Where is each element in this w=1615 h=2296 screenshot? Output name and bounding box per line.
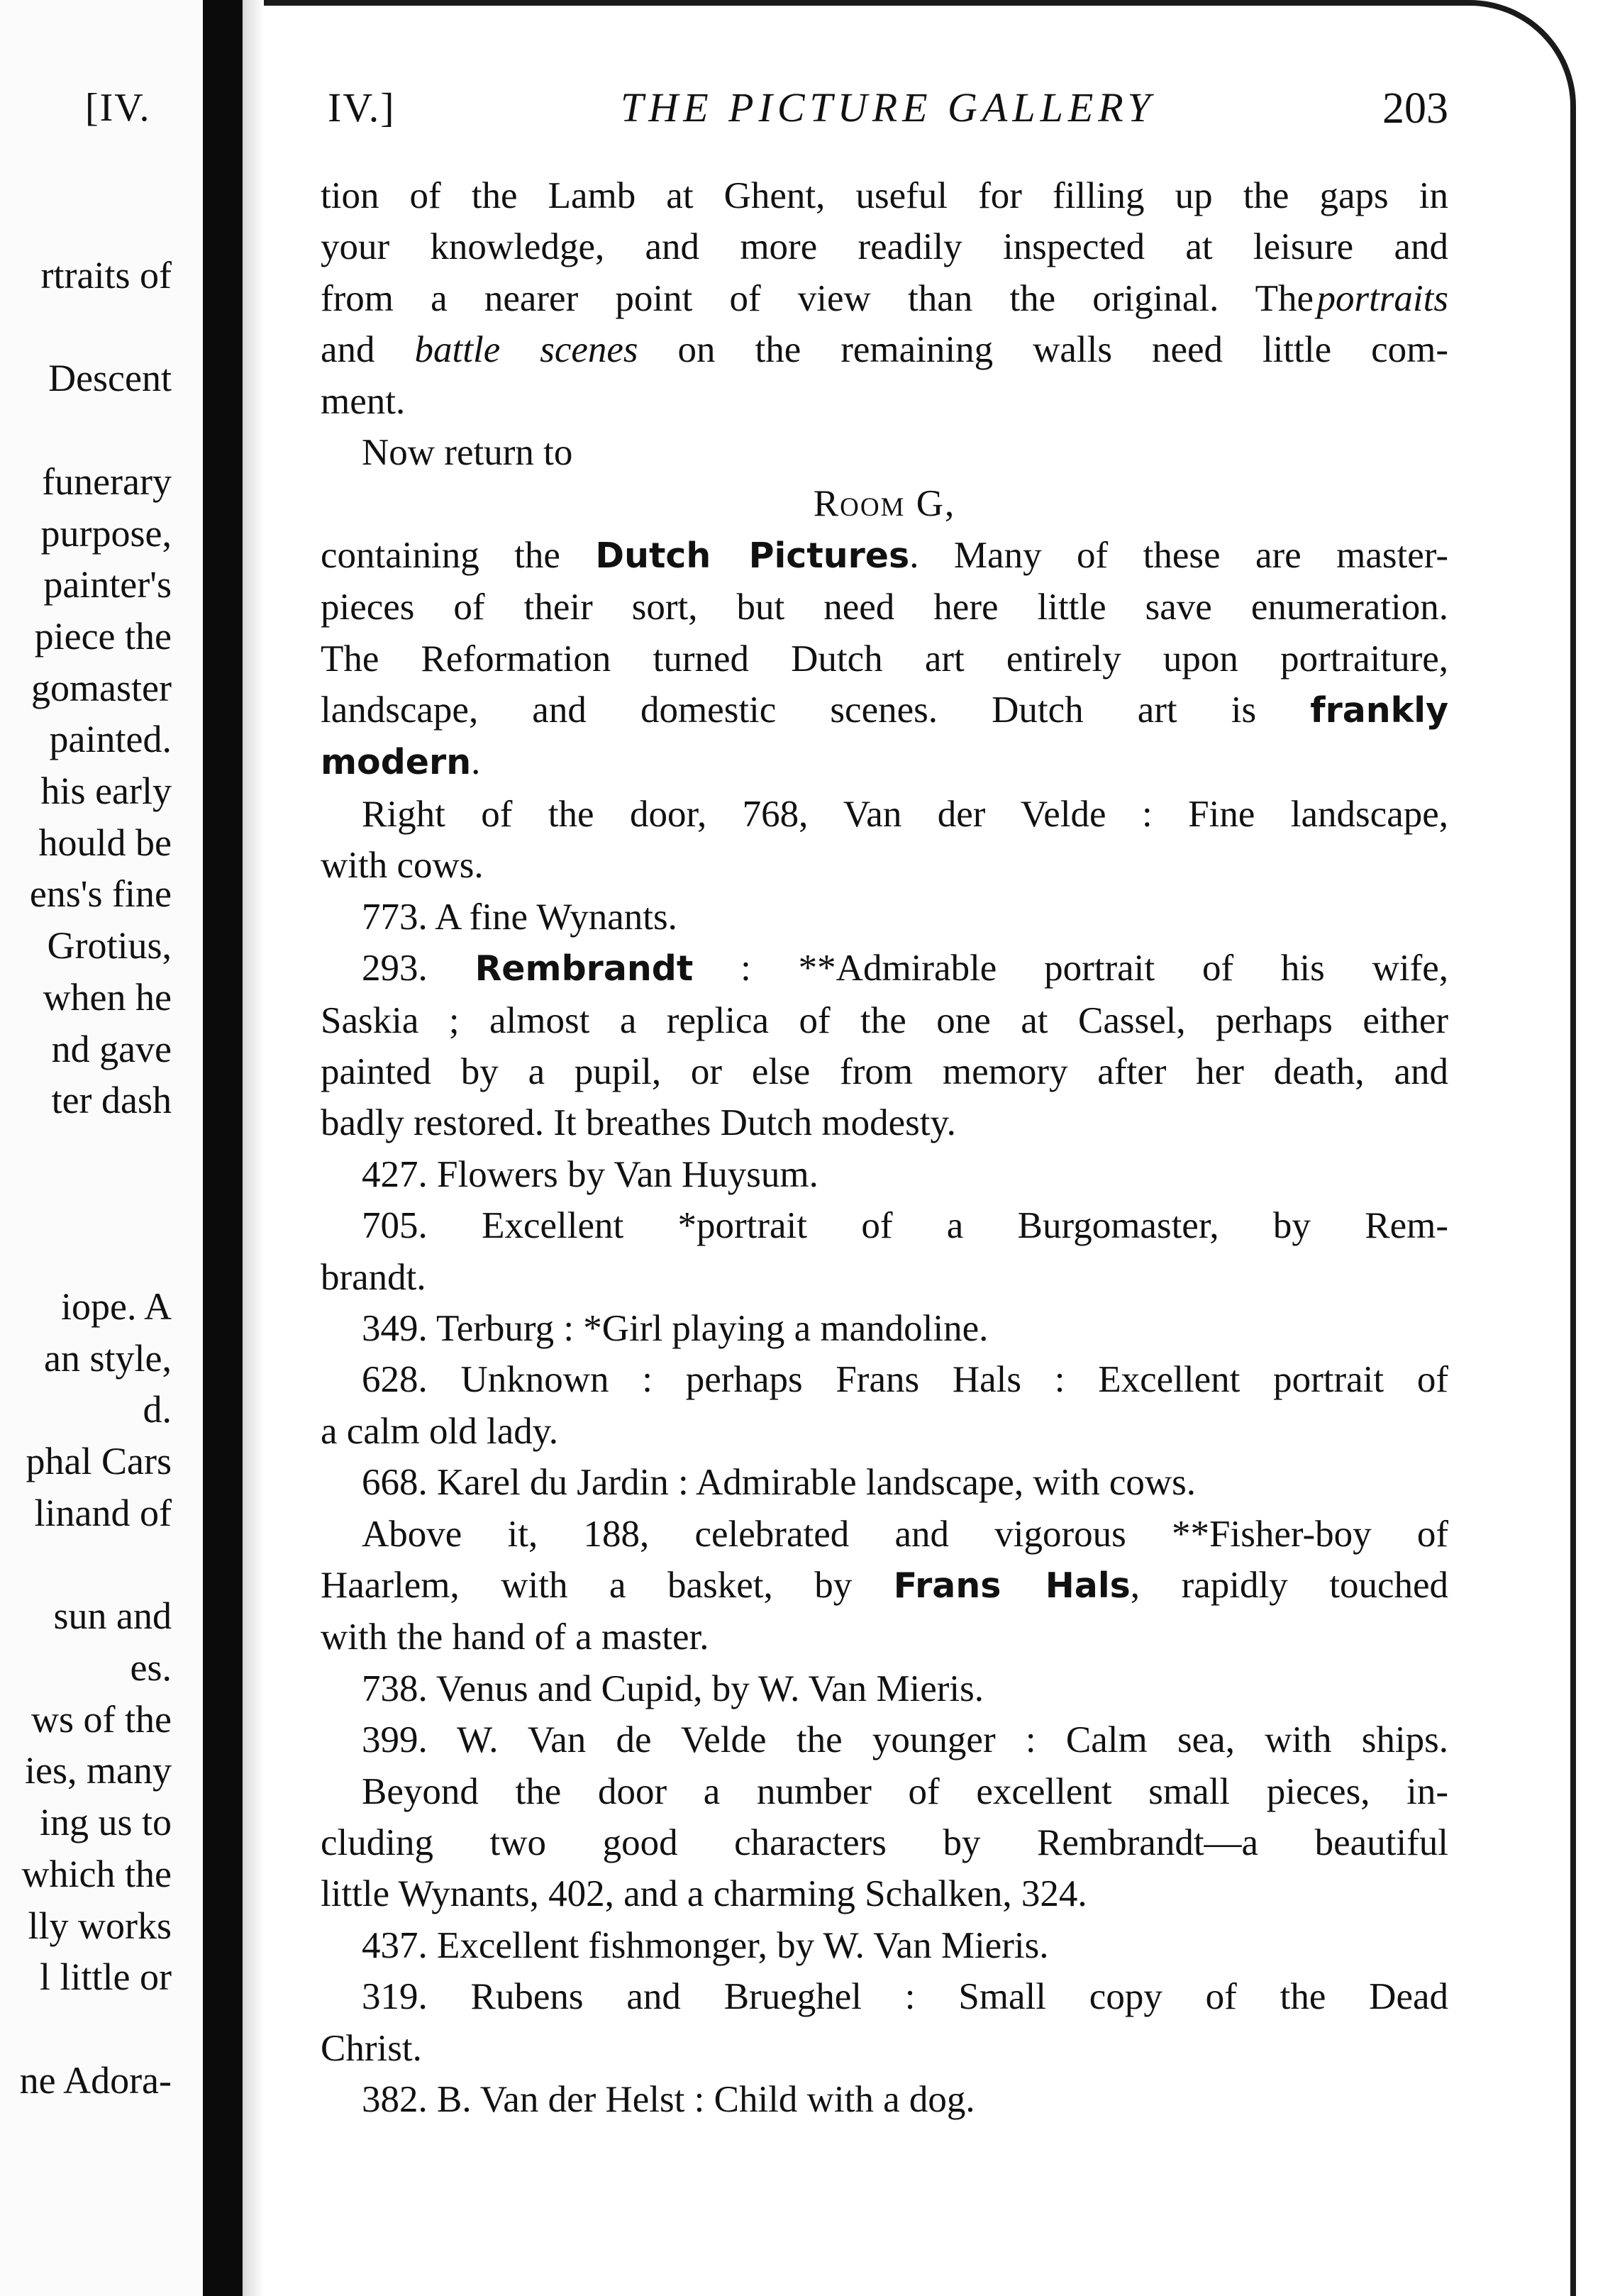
text-line: Christ. [321, 2027, 422, 2069]
text-line: containing the Dutch Pictures. Many of these are master- [321, 534, 1448, 576]
left-page-line: rtraits of [40, 254, 172, 296]
text-line: ment. [321, 380, 406, 422]
left-page-line: lly works [28, 1904, 172, 1947]
left-page-line: nd gave [51, 1027, 172, 1070]
left-page-line: painted. [49, 718, 172, 761]
text-line: 705. Excellent *portrait of a Burgomaster, by Rem- [362, 1205, 1448, 1247]
bold-term: Rembrandt [474, 948, 694, 989]
text-line: painted by a pupil, or else from memory after her death, and [321, 1050, 1448, 1092]
text-line: Right of the door, 768, Van der Velde : Fine landscape, [362, 793, 1448, 835]
text-line: little Wynants, 402, and a charming Schalken, 324. [321, 1873, 1087, 1915]
left-page-line: Descent [48, 357, 172, 400]
text-line: The Reformation turned Dutch art entirely upon portraiture, [321, 638, 1448, 680]
left-page-line: ens's fine [29, 872, 172, 916]
left-page-line: ter dash [51, 1079, 172, 1122]
text-line: 628. Unknown : perhaps Frans Hals : Excellent portrait of [362, 1359, 1448, 1401]
text-line: landscape, and domestic scenes. Dutch art is frankly [321, 689, 1448, 731]
left-page-line: gomaster [31, 666, 172, 709]
left-page-line [20, 1539, 172, 1591]
text-line: 668. Karel du Jardin : Admirable landscape, with cows. [362, 1462, 1197, 1504]
left-page-line: ne Adora- [19, 2058, 172, 2102]
text-line: 437. Excellent fishmonger, by W. Van Mieris. [362, 1924, 1049, 1966]
bold-term: Frans Hals [893, 1565, 1131, 1606]
text-line: Saskia ; almost a replica of the one at Cassel, perhaps either [321, 999, 1448, 1041]
text-line: with the hand of a master. [321, 1616, 709, 1658]
room-heading: Room G, [813, 483, 956, 525]
text-line: badly restored. It breathes Dutch modesty. [321, 1102, 956, 1144]
left-page-line [20, 404, 172, 456]
text-line: modern. [321, 741, 481, 783]
left-page-line: sun and [53, 1595, 172, 1638]
text-line: 738. Venus and Cupid, by W. Van Mieris. [362, 1668, 984, 1709]
page-edge [1576, 0, 1615, 2296]
left-page-line: l little or [40, 1956, 172, 1999]
text-line: a calm old lady. [321, 1410, 559, 1452]
left-page-line [20, 1229, 172, 1281]
text-line: 382. B. Van der Helst : Child with a dog. [362, 2079, 975, 2121]
left-page-line: iope. A [61, 1285, 172, 1329]
text-line: pieces of their sort, but need here little save enumeration. [321, 587, 1448, 628]
left-page-line: painter's [43, 563, 172, 606]
left-page-line: an style, [44, 1336, 172, 1380]
book-gutter [203, 0, 243, 2296]
left-page-line: his early [40, 770, 172, 813]
left-page-line: d. [143, 1388, 172, 1431]
text-line: 427. Flowers by Van Huysum. [362, 1153, 818, 1195]
left-page-line: phal Cars [26, 1440, 172, 1483]
text-line: 399. W. Van de Velde the younger : Calm sea, with ships. [362, 1719, 1448, 1761]
text-line: Now return to [362, 432, 573, 474]
text-line: 319. Rubens and Brueghel : Small copy of the Dead [362, 1976, 1448, 2018]
text-line: with cows. [321, 845, 484, 887]
text-line: your knowledge, and more readily inspected at leisure and [321, 226, 1448, 268]
text-line: 773. A fine Wynants. [362, 896, 677, 938]
page-number: 203 [1382, 84, 1448, 133]
left-page-text [20, 250, 172, 2106]
bold-term: modern [321, 742, 472, 783]
left-page-header: [IV. [85, 86, 151, 130]
left-page-line [20, 1178, 172, 1230]
gutter-shadow [243, 0, 264, 2296]
left-page-line: when he [43, 975, 172, 1019]
chapter-marker: IV.] [328, 84, 396, 131]
running-header [328, 84, 1448, 140]
left-page-line [20, 2003, 172, 2055]
text-line: brandt. [321, 1256, 426, 1298]
text-line: 349. Terburg : *Girl playing a mandoline. [362, 1307, 989, 1349]
text-line: Haarlem, with a basket, by Frans Hals, rapidly touched [321, 1564, 1448, 1606]
left-page-line: es. [130, 1646, 172, 1689]
italic-term: battle scenes [414, 329, 638, 371]
text-line: cluding two good characters by Rembrandt—a beautiful [321, 1822, 1448, 1863]
left-page-line [20, 1126, 172, 1178]
left-page-line: funerary [42, 460, 172, 503]
text-line: Above it, 188, celebrated and vigorous **Fisher-boy of [362, 1513, 1448, 1555]
left-page-line: piece the [34, 614, 172, 658]
left-page-line: hould be [38, 821, 172, 864]
italic-term: portraits [1316, 277, 1448, 319]
text-line: from a nearer point of view than the original. The portraits [321, 277, 1448, 319]
bold-term: Dutch Pictures [595, 535, 910, 576]
left-page-line: which the [21, 1852, 172, 1895]
text-line: 293. Rembrandt : **Admirable portrait of his wife, [362, 948, 1448, 989]
left-page-fragment [0, 0, 203, 2296]
bold-term: frankly [1310, 690, 1448, 731]
text-line: tion of the Lamb at Ghent, useful for filling up the gaps in [321, 175, 1448, 216]
text-line: and battle scenes on the remaining walls need little com- [321, 329, 1448, 371]
page-body [321, 170, 1448, 2125]
left-page-line: Grotius, [47, 924, 172, 967]
left-page-line: ing us to [39, 1801, 172, 1844]
running-title: THE PICTURE GALLERY [621, 84, 1155, 131]
text-line: Beyond the door a number of excellent small pieces, in- [362, 1770, 1448, 1812]
left-page-line: ws of the [31, 1697, 172, 1741]
left-page-line: linand of [34, 1491, 172, 1534]
left-page-line: ies, many [25, 1749, 172, 1792]
left-page-line [20, 301, 172, 353]
left-page-line: purpose, [40, 511, 172, 555]
